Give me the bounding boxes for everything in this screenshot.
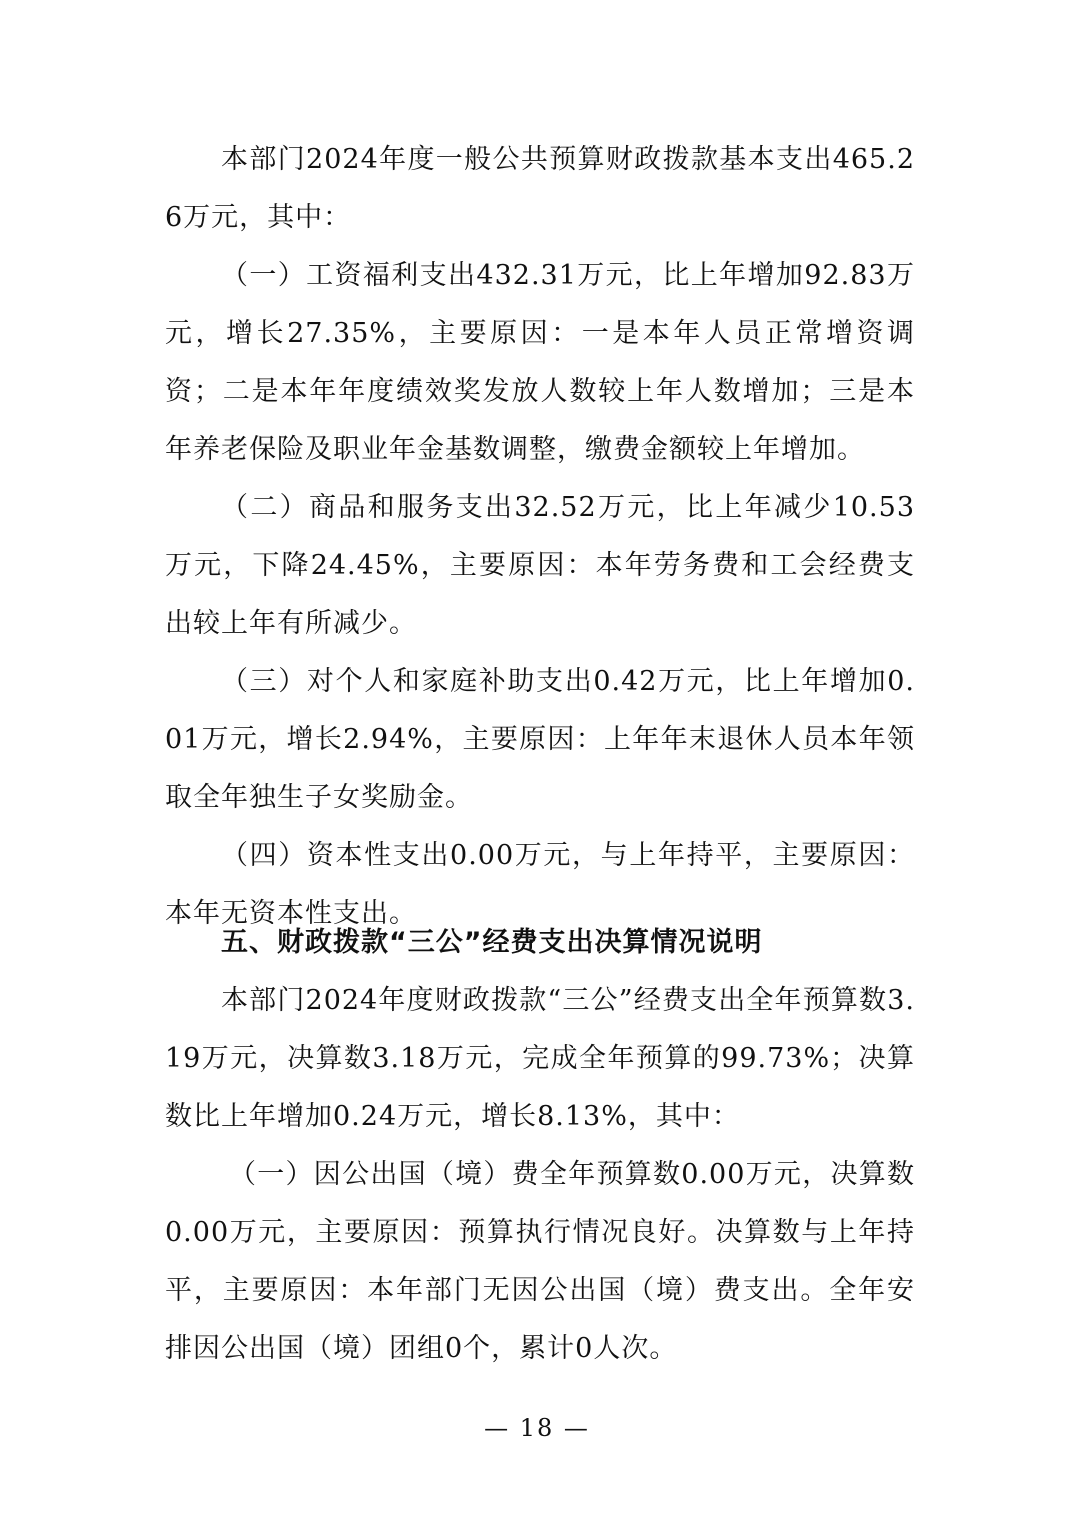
section-heading-three-public-expenses: 五、财政拨款“三公”经费支出决算情况说明	[221, 927, 763, 958]
paragraph-goods-services: （二）商品和服务支出32.52万元，比上年减少10.53万元，下降24.45%，主要原因：本年劳务费和工会经费支出较上年有所减少。	[165, 492, 915, 639]
paragraph-three-public-summary: 本部门2024年度财政拨款“三公”经费支出全年预算数3.19万元，决算数3.18万元，完成全年预算的99.73%；决算数比上年增加0.24万元，增长8.13%，其中：	[165, 985, 915, 1132]
paragraph-basic-expenditure-intro: 本部门2024年度一般公共预算财政拨款基本支出465.26万元，其中：	[165, 144, 915, 233]
paragraph-personal-family-subsidy: （三）对个人和家庭补助支出0.42万元，比上年增加0.01万元，增长2.94%，主要原因：上年年末退休人员本年领取全年独生子女奖励金。	[165, 666, 915, 813]
paragraph-salary-welfare: （一）工资福利支出432.31万元，比上年增加92.83万元，增长27.35%，主要原因：一是本年人员正常增资调资；二是本年年度绩效奖发放人数较上年人数增加；三是本年养老保险及职业年金基数调整，缴费金额较上年增加。	[165, 260, 915, 465]
paragraph-capital-expenditure: （四）资本性支出0.00万元，与上年持平，主要原因：本年无资本性支出。	[165, 840, 915, 929]
page-number: — 18 —	[484, 1414, 590, 1442]
paragraph-overseas-travel: （一）因公出国（境）费全年预算数0.00万元，决算数0.00万元，主要原因：预算执行情况良好。决算数与上年持平，主要原因：本年部门无因公出国（境）费支出。全年安排因公出国（境）团组0个，累计0人次。	[165, 1159, 915, 1364]
